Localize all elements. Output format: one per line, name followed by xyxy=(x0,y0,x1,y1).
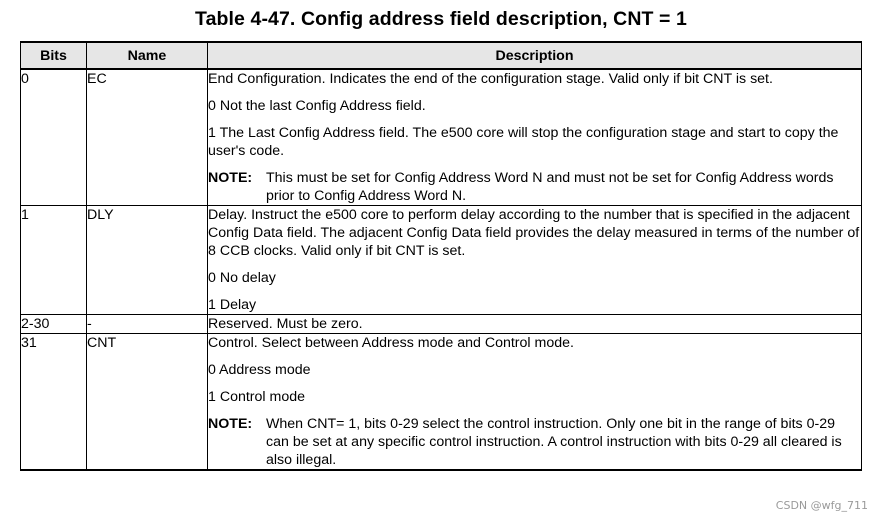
note-block xyxy=(208,415,861,469)
description-paragraph: Delay. Instruct the e500 core to perform delay according to the number that is specified in the adjacent Config Data field. The adjacent Config Data field provides the delay measured in terms of the number of 8 CCB clocks. Valid only if bit CNT is set. xyxy=(208,207,860,259)
cell-description xyxy=(208,206,862,315)
header-bits: Bits xyxy=(21,42,87,69)
note-block xyxy=(208,169,861,205)
note-text: When CNT= 1, bits 0-29 select the control instruction. Only one bit in the range of bits 0-29 can be set at any specific control instruction. A control instruction with bits 0-29 all cleared is also illegal. xyxy=(266,416,842,468)
description-paragraph: 1 The Last Config Address field. The e500 core will stop the configuration stage and start to copy the user's code. xyxy=(208,125,839,159)
description-paragraph: 0 No delay xyxy=(208,270,276,286)
cell-bits: 31 xyxy=(21,334,87,471)
note-label: NOTE: xyxy=(208,416,253,432)
watermark: CSDN @wfg_711 xyxy=(775,499,868,512)
header-row xyxy=(21,42,862,69)
cell-bits: 1 xyxy=(21,206,87,315)
description-paragraph: 1 Delay xyxy=(208,297,257,313)
table-row xyxy=(21,315,862,334)
table-caption: Table 4-47. Config address field description, CNT = 1 xyxy=(195,8,687,30)
note-text: This must be set for Config Address Word N and must not be set for Config Address words prior to Config Address Word N. xyxy=(266,170,834,204)
cell-description xyxy=(208,315,862,334)
cell-bits: 0 xyxy=(21,69,87,206)
table-row xyxy=(21,69,862,206)
config-address-table xyxy=(20,41,862,471)
cell-description xyxy=(208,69,862,206)
description-paragraph: End Configuration. Indicates the end of the configuration stage. Valid only if bit CNT is set. xyxy=(208,71,773,87)
table-row xyxy=(21,206,862,315)
description-paragraph: Control. Select between Address mode and Control mode. xyxy=(208,335,574,351)
header-description: Description xyxy=(208,42,862,69)
description-paragraph: 0 Not the last Config Address field. xyxy=(208,98,426,114)
description-paragraph: Reserved. Must be zero. xyxy=(208,316,363,332)
table-row xyxy=(21,334,862,471)
description-paragraph: 1 Control mode xyxy=(208,389,305,405)
description-paragraph: 0 Address mode xyxy=(208,362,311,378)
cell-description xyxy=(208,334,862,471)
cell-name: - xyxy=(87,315,208,334)
cell-name: DLY xyxy=(87,206,208,315)
cell-bits: 2-30 xyxy=(21,315,87,334)
cell-name: EC xyxy=(87,69,208,206)
note-label: NOTE: xyxy=(208,170,253,186)
header-name: Name xyxy=(87,42,208,69)
cell-name: CNT xyxy=(87,334,208,471)
